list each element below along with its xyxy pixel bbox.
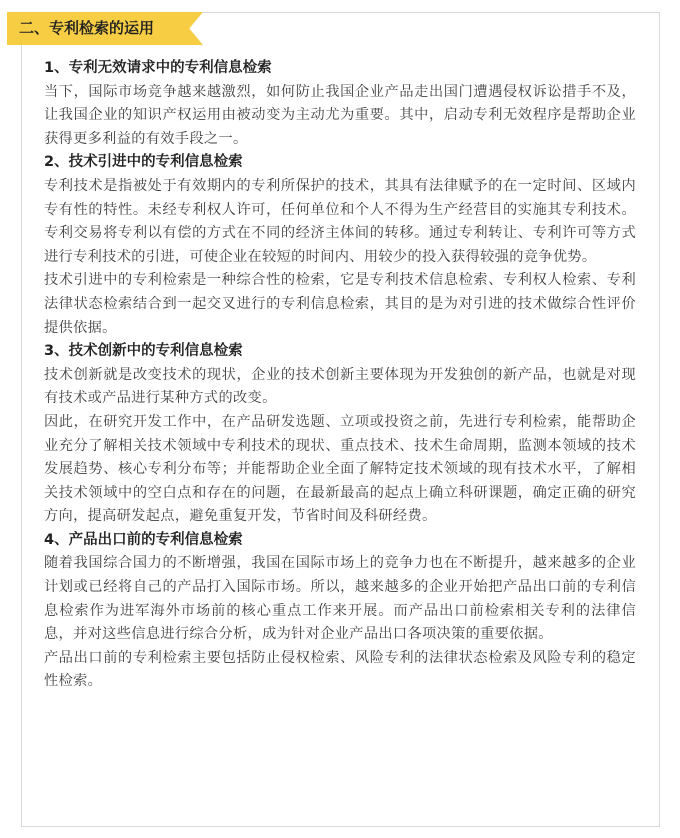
section-title: 1、专利无效请求中的专利信息检索 xyxy=(44,60,272,76)
paragraph: 技术创新就是改变技术的现状，企业的技术创新主要体现为开发独创的新产品，也就是对现有技术或产品进行某种方式的改变。 xyxy=(44,366,636,407)
paragraph: 随着我国综合国力的不断增强，我国在国际市场上的竞争力也在不断提升，越来越多的企业计划或已经将自己的产品打入国际市场。所以，越来越多的企业开始把产品出口前的专利信息检索作为进军海外市场前的核心重点工作来开展。而产品出口前检索相关专利的法律信息，并对这些信息进行综合分析，成为针对企业产品出口各项决策的重要依据。 xyxy=(44,555,636,643)
paragraph: 专利技术是指被处于有效期内的专利所保护的技术，其具有法律赋予的在一定时间、区域内专有性的特性。未经专利权人许可，任何单位和个人不得为生产经营目的实施其专利技术。专利交易将专利以有偿的方式在不同的经济主体间的转移。通过专利转让、专利许可等方式进行专利技术的引进，可使企业在较短的时间内、用较少的投入获得较强的竞争优势。 xyxy=(44,177,636,265)
section-heading: 二、专利检索的运用 xyxy=(19,19,155,37)
section-title: 3、技术创新中的专利信息检索 xyxy=(44,343,243,360)
paragraph: 当下，国际市场竞争越来越激烈，如何防止我国企业产品走出国门遭遇侵权诉讼措手不及，让我国企业的知识产权运用由被动变为主动尤为重要。其中，启动专利无效程序是帮助企业获得更多利益的有效手段之一。 xyxy=(44,83,636,147)
section-title: 4、产品出口前的专利信息检索 xyxy=(44,531,243,548)
paragraph: 因此，在研究开发工作中，在产品研发选题、立项或投资之前，先进行专利检索，能帮助企业充分了解相关技术领域中专利技术的现状、重点技术、技术生命周期，监测本领域的技术发展趋势、核心专利分布等；并能帮助企业全面了解特定技术领域的现有技术水平，了解相关技术领域中的空白点和存在的问题，在最新最高的起点上确立科研课题，确定正确的研究方向，提高研发起点，避免重复开发，节省时间及科研经费。 xyxy=(44,413,636,525)
section-patent-invalidation xyxy=(44,57,636,151)
section-technology-innovation xyxy=(44,340,636,529)
paragraph: 产品出口前的专利检索主要包括防止侵权检索、风险专利的法律状态检索及风险专利的稳定性检索。 xyxy=(44,649,636,690)
section-title: 2、技术引进中的专利信息检索 xyxy=(44,154,243,171)
article-content xyxy=(44,57,636,694)
paragraph: 技术引进中的专利检索是一种综合性的检索，它是专利技术信息检索、专利权人检索、专利法律状态检索结合到一起交叉进行的专利信息检索，其目的是为对引进的技术做综合性评价提供依据。 xyxy=(44,272,636,336)
section-pre-export xyxy=(44,529,636,694)
section-technology-import xyxy=(44,151,636,340)
